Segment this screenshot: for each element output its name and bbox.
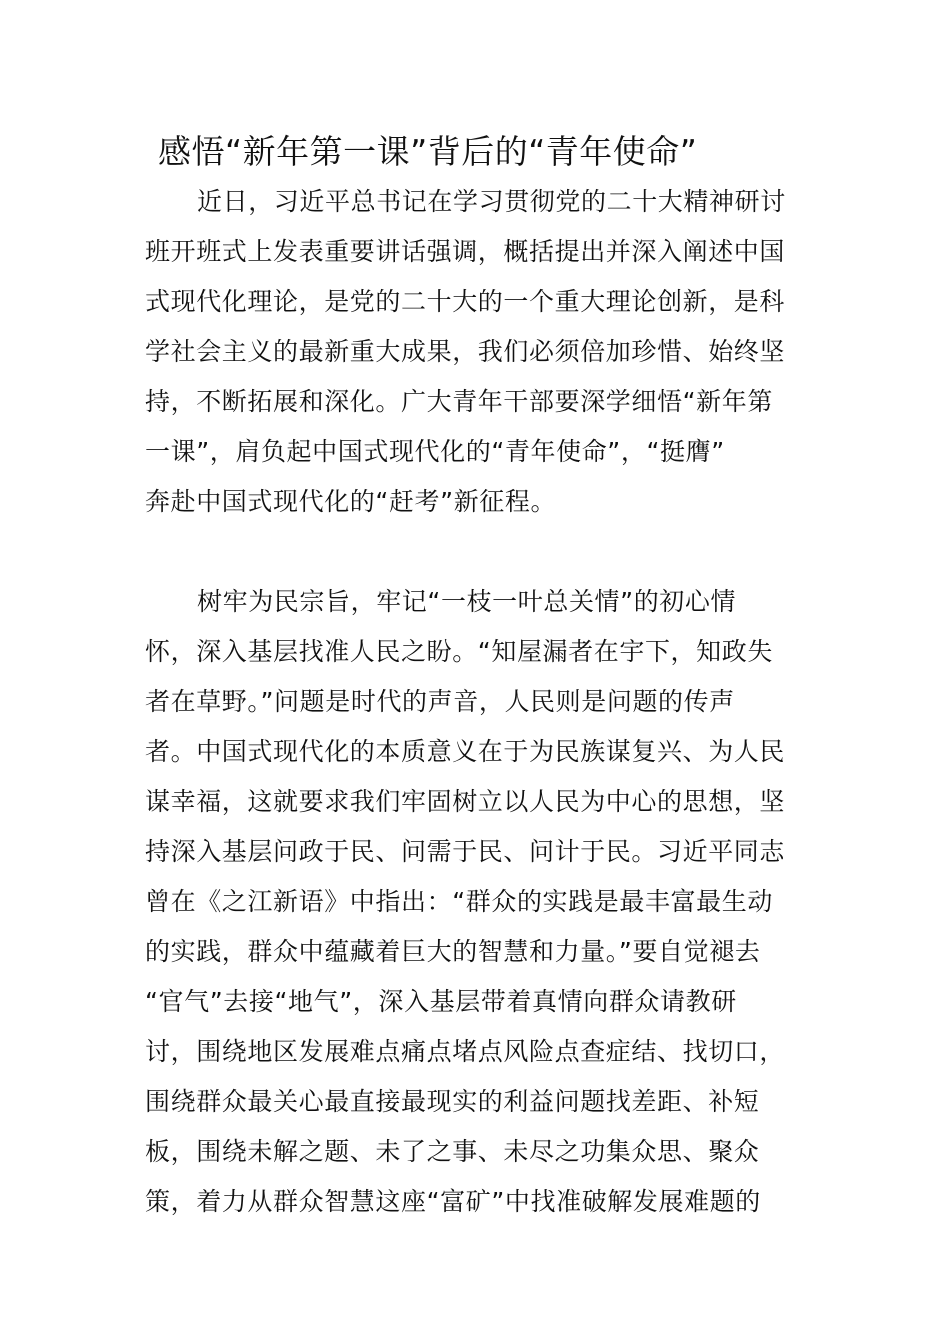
paragraph-1-line-5: 持，不断拓展和深化。广大青年干部要深学细悟“新年第 [145,387,773,416]
paragraph-1-line-4: 学社会主义的最新重大成果，我们必须倍加珍惜、始终坚 [145,337,786,366]
paragraph-2-line-10: 讨，围绕地区发展难点痛点堵点风险点查症结、找切口， [145,1037,786,1066]
paragraph-2-line-4: 者。中国式现代化的本质意义在于为民族谋复兴、为人民 [145,737,786,766]
paragraph-2-line-9: “官气”去接“地气”，深入基层带着真情向群众请教研 [145,987,737,1016]
paragraph-1-line-7: 奔赴中国式现代化的“赶考”新征程。 [145,487,557,516]
paragraph-2-line-11: 围绕群众最关心最直接最现实的利益问题找差距、补短 [145,1087,760,1116]
paragraph-2-line-1: 树牢为民宗旨，牢记“一枝一叶总关情”的初心情 [197,587,737,616]
paragraph-2-line-6: 持深入基层问政于民、问需于民、问计于民。习近平同志 [145,837,786,866]
paragraph-2-line-2: 怀，深入基层找准人民之盼。“知屋漏者在宇下，知政失 [145,637,773,666]
paragraph-1-line-3: 式现代化理论，是党的二十大的一个重大理论创新，是科 [145,287,786,316]
paragraph-2-line-5: 谋幸福，这就要求我们牢固树立以人民为中心的思想，坚 [145,787,786,816]
paragraph-2-line-7: 曾在《之江新语》中指出：“群众的实践是最丰富最生动 [145,887,773,916]
paragraph-1-line-1: 近日，习近平总书记在学习贯彻党的二十大精神研讨 [197,187,786,216]
paragraph-1-line-2: 班开班式上发表重要讲话强调，概括提出并深入阐述中国 [145,237,786,266]
paragraph-2-line-13: 策，着力从群众智慧这座“富矿”中找准破解发展难题的 [145,1187,761,1216]
paragraph-2-line-8: 的实践，群众中蕴藏着巨大的智慧和力量。”要自觉褪去 [145,937,761,966]
document-title: 感悟“新年第一课”背后的“青年使命” [158,132,698,171]
paragraph-2-line-12: 板，围绕未解之题、未了之事、未尽之功集众思、聚众 [145,1137,760,1166]
paragraph-2-line-3: 者在草野。”问题是时代的声音，人民则是问题的传声 [145,687,735,716]
paragraph-1-line-6: 一课”，肩负起中国式现代化的“青年使命”，“挺膺” [145,437,725,466]
